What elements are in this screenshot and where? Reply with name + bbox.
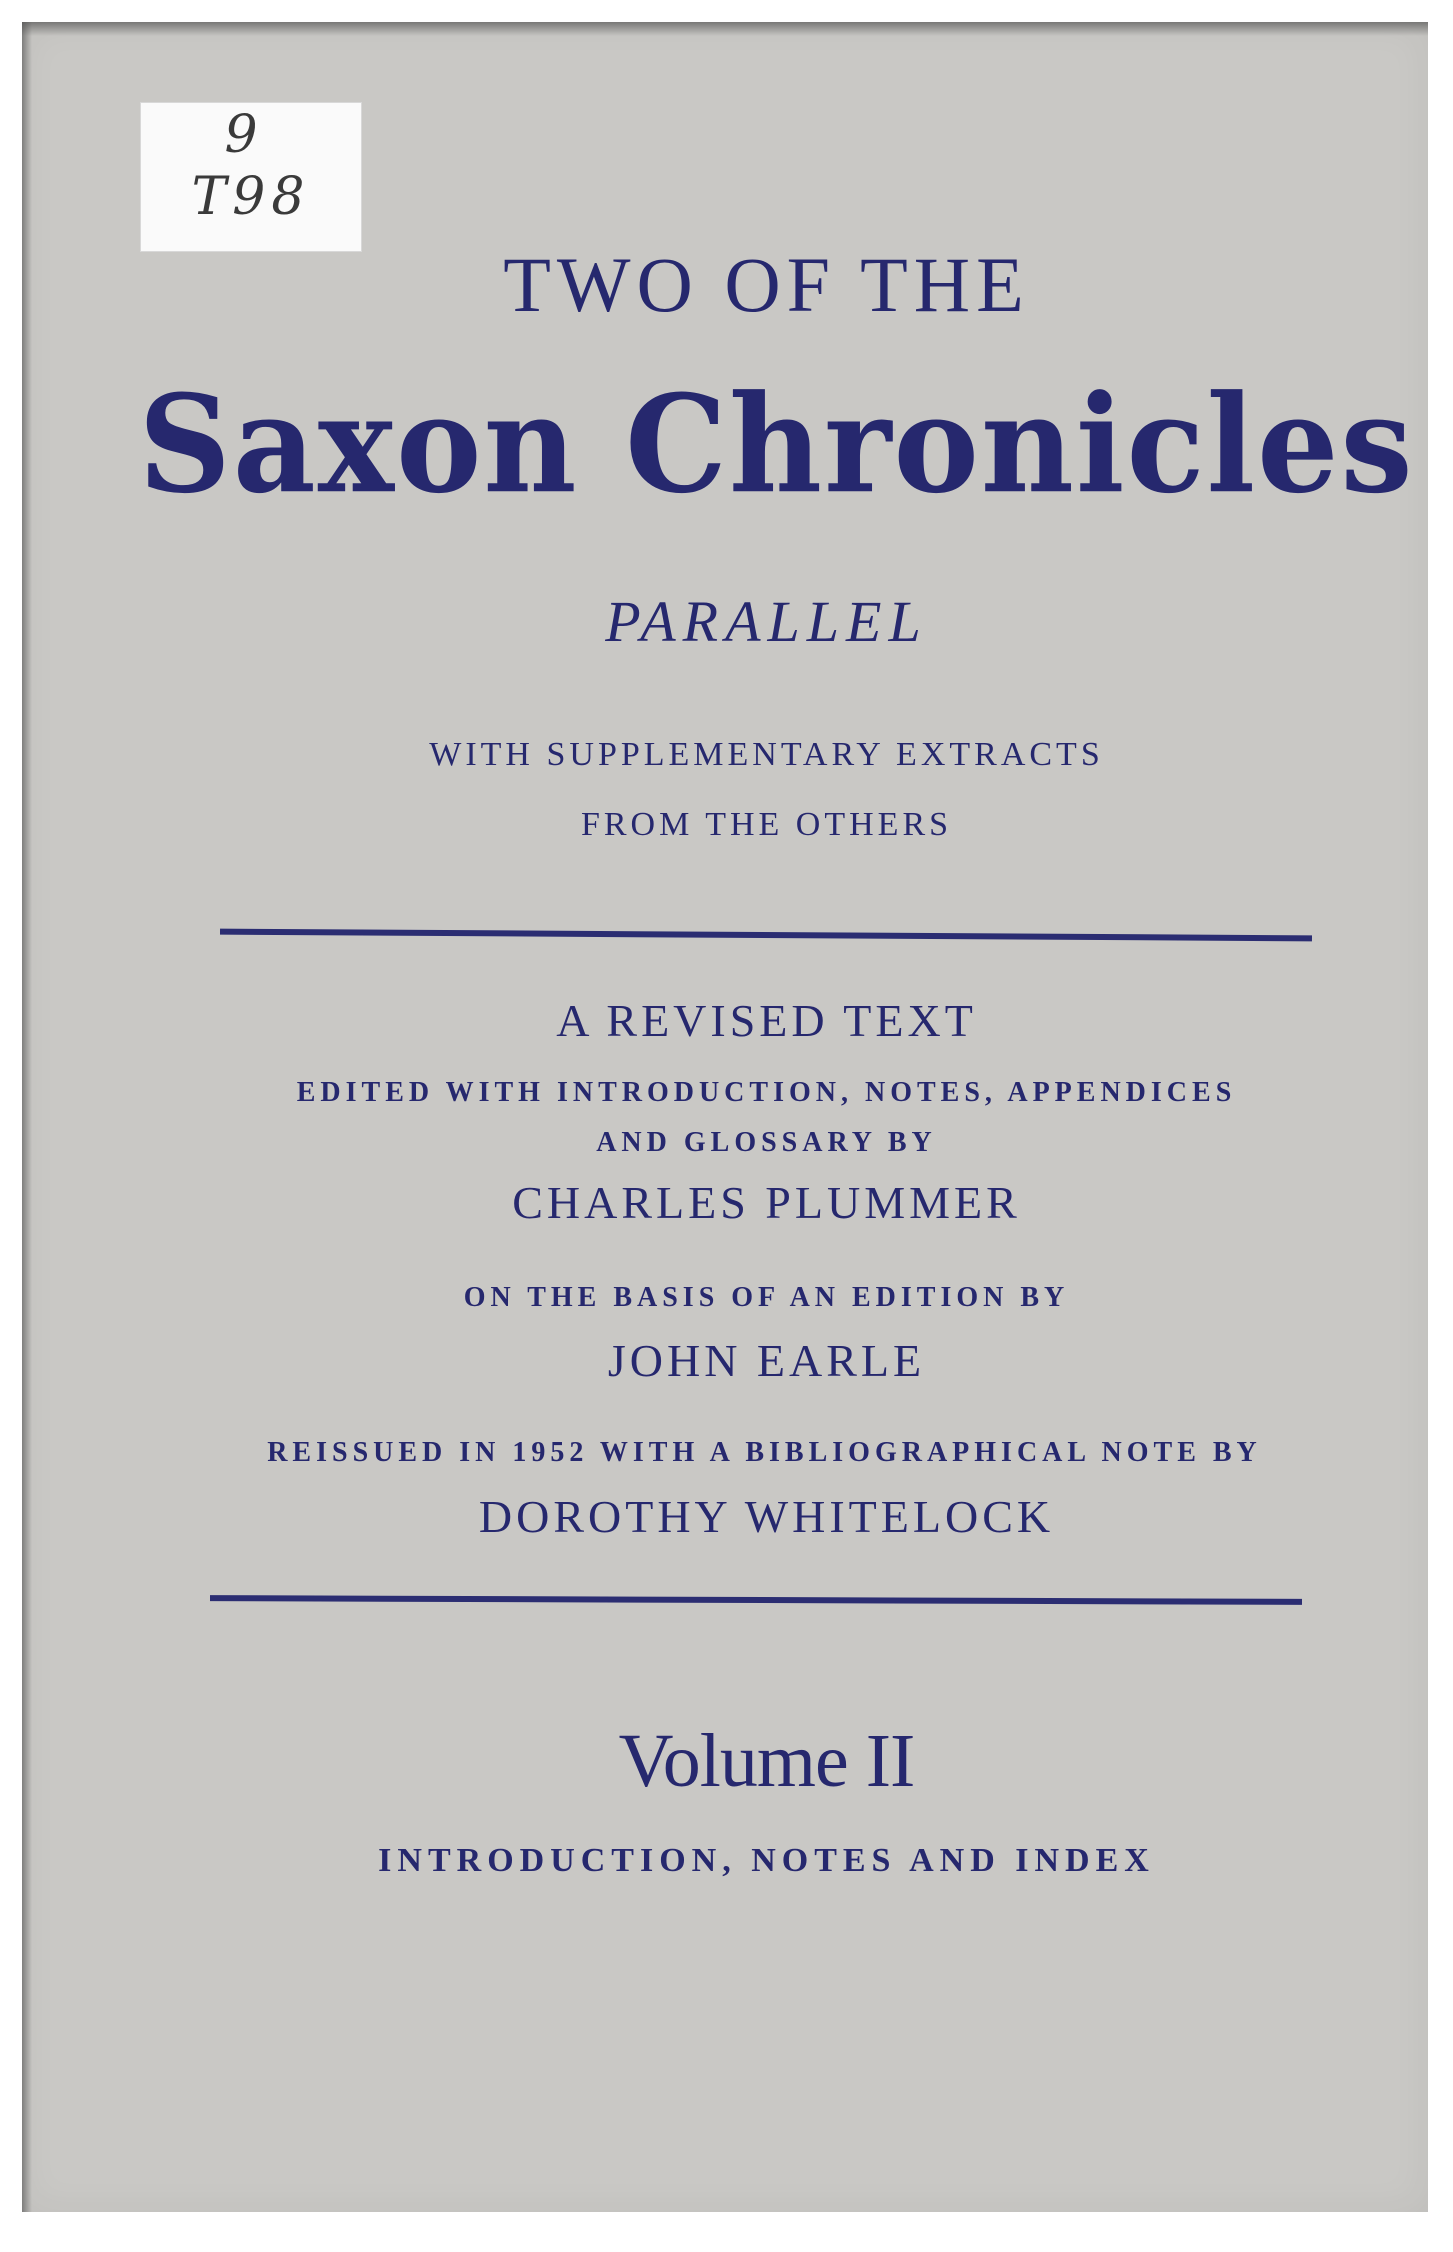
editor-name: CHARLES PLUMMER	[512, 1177, 1021, 1228]
cover-top-edge-shadow	[22, 22, 1428, 36]
title-top: TWO OF THE	[503, 241, 1030, 328]
call-number-line-2: T98	[191, 167, 311, 227]
reissue-line: REISSUED IN 1952 WITH A BIBLIOGRAPHICAL NOTE BY	[267, 1437, 1262, 1468]
basis-edition-line: ON THE BASIS OF AN EDITION BY	[463, 1282, 1070, 1313]
call-number-line-1: 9	[224, 105, 258, 165]
edited-by-line-1: EDITED WITH INTRODUCTION, NOTES, APPENDICES	[296, 1077, 1237, 1108]
original-editor-name: JOHN EARLE	[607, 1335, 926, 1386]
title-subtitle: PARALLEL	[605, 589, 928, 654]
cover-left-edge-shadow	[22, 22, 32, 2212]
volume-title: Volume II	[618, 1719, 915, 1803]
reissue-editor-name: DOROTHY WHITELOCK	[478, 1491, 1055, 1542]
revised-text-heading: A REVISED TEXT	[556, 995, 977, 1046]
supplement-line-2: FROM THE OTHERS	[580, 806, 953, 843]
title-main: Saxon Chronicles	[138, 366, 1415, 524]
library-call-number-sticker	[140, 102, 362, 252]
volume-contents: INTRODUCTION, NOTES AND INDEX	[378, 1842, 1155, 1879]
book-cover	[22, 22, 1428, 2212]
supplement-line-1: WITH SUPPLEMENTARY EXTRACTS	[429, 736, 1104, 773]
edited-by-line-2: AND GLOSSARY BY	[596, 1127, 937, 1158]
